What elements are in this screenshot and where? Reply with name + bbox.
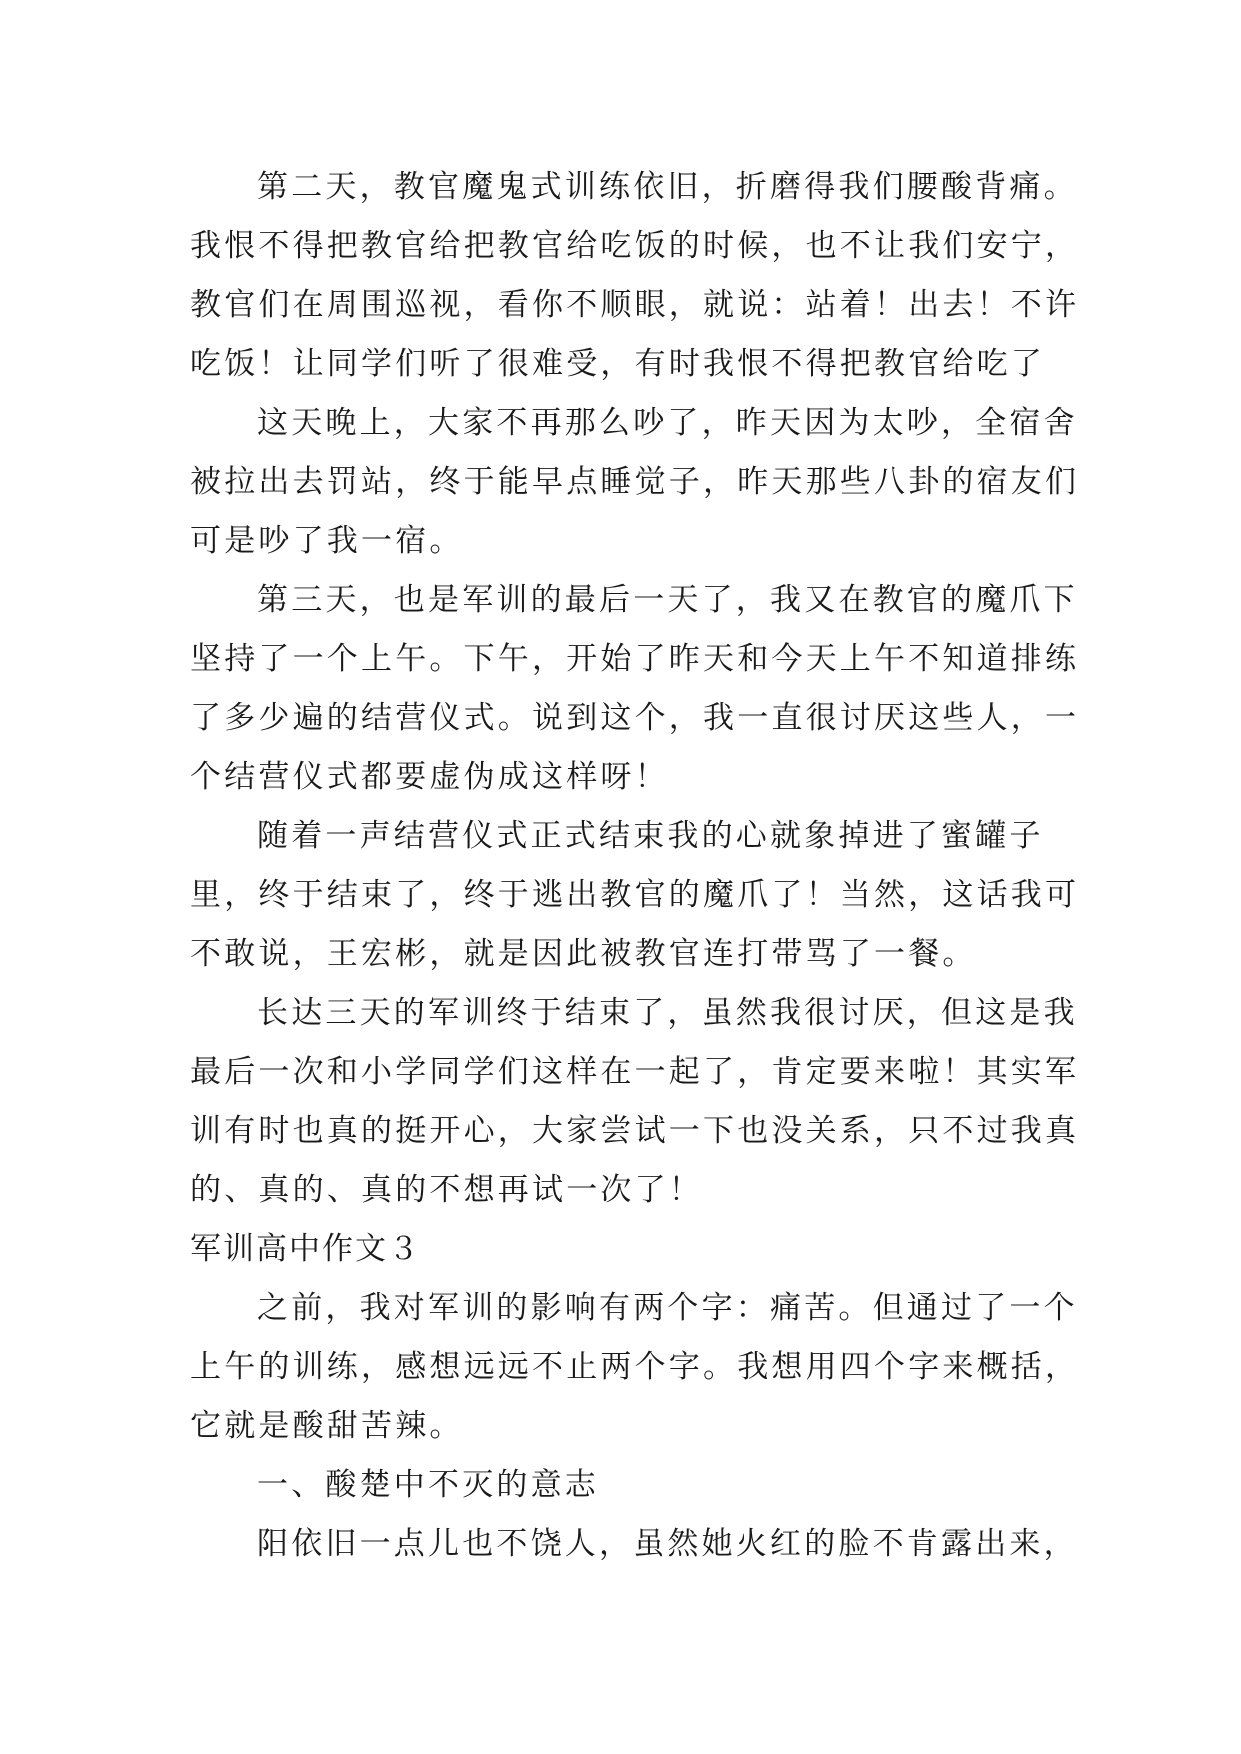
text-line: 了多少遍的结营仪式。说到这个，我一直很讨厌这些人，一 <box>190 700 1080 736</box>
text-line: 里，终于结束了，终于逃出教官的魔爪了！当然，这话我可 <box>190 877 1080 913</box>
text-line: 的、真的、真的不想再试一次了！ <box>190 1172 703 1208</box>
text-line: 第二天，教官魔鬼式训练依旧，折磨得我们腰酸背痛。 <box>257 169 1078 205</box>
text-line: 吃饭！让同学们听了很难受，有时我恨不得把教官给吃了 <box>190 346 1045 382</box>
text-line: 训有时也真的挺开心，大家尝试一下也没关系，只不过我真 <box>190 1113 1080 1149</box>
text-line: 最后一次和小学同学们这样在一起了，肯定要来啦！其实军 <box>190 1054 1080 1090</box>
section-heading: 军训高中作文３ <box>190 1231 421 1267</box>
document-body <box>190 158 1080 1574</box>
text-line: 上午的训练，感想远远不止两个字。我想用四个字来概括， <box>190 1349 1080 1385</box>
text-line: 可是吵了我一宿。 <box>190 523 464 559</box>
text-line: 坚持了一个上午。下午，开始了昨天和今天上午不知道排练 <box>190 641 1080 677</box>
subheading: 一、酸楚中不灭的意志 <box>257 1467 599 1503</box>
text-line: 个结营仪式都要虚伪成这样呀！ <box>190 759 669 795</box>
text-line: 之前，我对军训的影响有两个字：痛苦。但通过了一个 <box>257 1290 1078 1326</box>
text-line: 被拉出去罚站，终于能早点睡觉子，昨天那些八卦的宿友们 <box>190 464 1080 500</box>
text-line: 随着一声结营仪式正式结束我的心就象掉进了蜜罐子 <box>257 818 1044 854</box>
text-line: 第三天，也是军训的最后一天了，我又在教官的魔爪下 <box>257 582 1078 618</box>
text-line: 这天晚上，大家不再那么吵了，昨天因为太吵，全宿舍 <box>257 405 1078 441</box>
text-line: 教官们在周围巡视，看你不顺眼，就说：站着！出去！不许 <box>190 287 1080 323</box>
text-line: 长达三天的军训终于结束了，虽然我很讨厌，但这是我 <box>257 995 1078 1031</box>
text-line: 我恨不得把教官给把教官给吃饭的时候，也不让我们安宁， <box>190 228 1080 264</box>
text-line: 它就是酸甜苦辣。 <box>190 1408 464 1444</box>
text-line: 阳依旧一点儿也不饶人，虽然她火红的脸不肯露出来， <box>257 1526 1078 1562</box>
text-line: 不敢说，王宏彬，就是因此被教官连打带骂了一餐。 <box>190 936 977 972</box>
